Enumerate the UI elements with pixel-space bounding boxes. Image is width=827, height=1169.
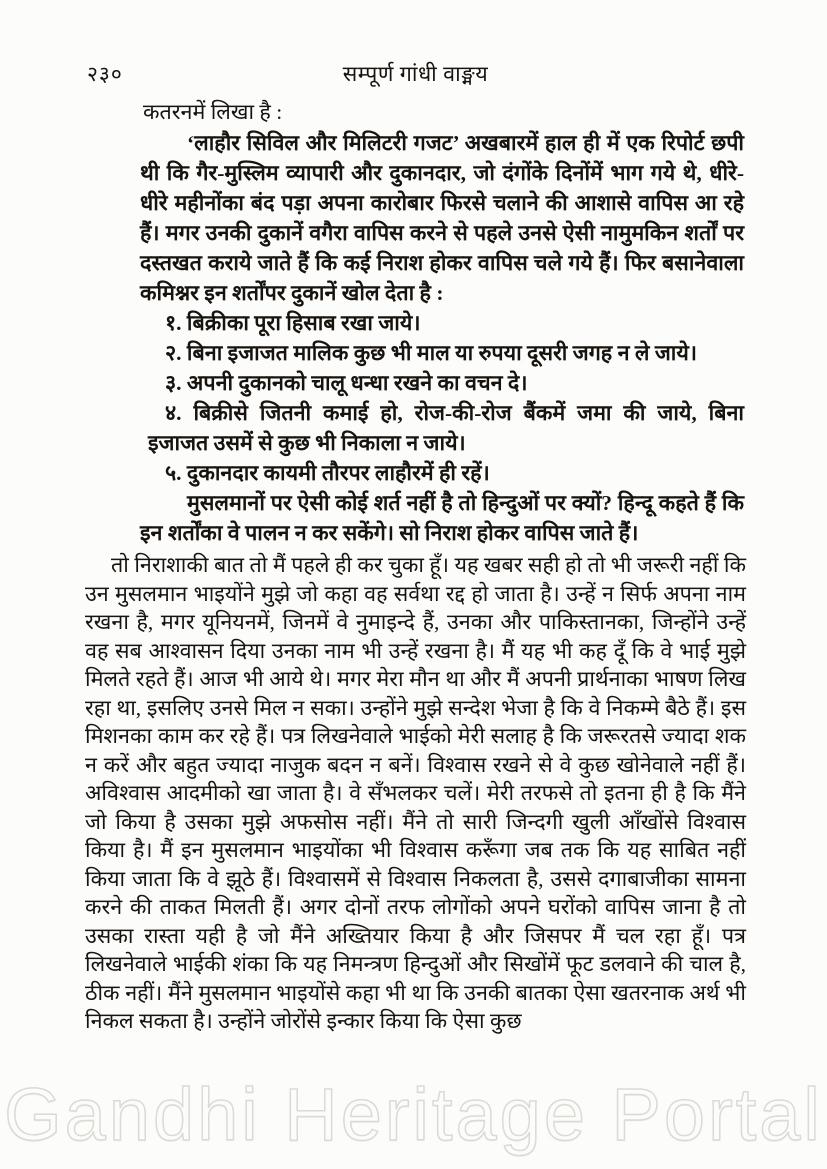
- page-title: सम्पूर्ण गांधी वाङ्मय: [342, 62, 489, 86]
- quote-item-4: ४. बिक्रीसे जितनी कमाई हो, रोज-की-रोज बैंकमें जमा की जाये, बिना इजाजत उसमें से कुछ भी निकाला न जाये।: [148, 401, 744, 455]
- quote-item-2: २. बिना इजाजत मालिक कुछ भी माल या रुपया दूसरी जगह न ले जाये।: [165, 341, 697, 365]
- quote-item-1: १. बिक्रीका पूरा हिसाब रखा जाये।: [165, 311, 421, 335]
- body-paragraph: तो निराशाकी बात तो मैं पहले ही कर चुका हूँ। यह खबर सही हो तो भी जरूरी नहीं कि उन मुसलमान भाइयोंने मुझे जो कहा वह सर्वथा रद्द हो जाता है। उन्हें न सिर्फ अपना नाम रखना है, मगर यूनियनमें, जिनमें वे नुमाइन्दे हैं, उनका और पाकिस्तानका, जिन्होंने उन्हें वह सब आश्वासन दिया उनका नाम भी उन्हें रखना है। मैं यह भी कह दूँ कि वे भाई मुझे मिलते रहते हैं। आज भी आये थे। मगर मेरा मौन था और मैं अपनी प्रार्थनाका भाषण लिख रहा था, इसलिए उनसे मिल न सका। उन्होंने मुझे सन्देश भेजा है कि वे निकम्मे बैठे हैं। इस मिशनका काम कर रहे हैं। पत्र लिखनेवाले भाईको मेरी सलाह है कि जरूरतसे ज्यादा शक न करें और बहुत ज्यादा नाजुक बदन न बनें। विश्वास रखने से वे कुछ खोनेवाले नहीं हैं। अविश्वास आदमीको खा जाता है। वे सँभलकर चलें। मेरी तरफसे तो इतना ही है कि मैंने जो किया है उसका मुझे अफसोस नहीं। मैंने तो सारी जिन्दगी खुली आँखोंसे विश्वास किया है। मैं इन मुसलमान भाइयोंका भी विश्वास करूँगा जब तक कि यह साबित नहीं किया जाता कि वे झूठे हैं। विश्वासमें से विश्वास निकलता है, उससे दगाबाजीका सामना करने की ताकत मिलती हैं। अगर दोनों तरफ लोगोंको अपने घरोंको वापिस जाना है तो उसका रास्ता यही है जो मैंने अख्तियार किया है और जिसपर मैं चल रहा हूँ। पत्र लिखनेवाले भाईकी शंका कि यह निमन्त्रण हिन्दुओं और सिखोंमें फूट डलवाने की चाल है, ठीक नहीं। मैंने मुसलमान भाइयोंसे कहा भी था कि उनकी बातका ऐसा खतरनाक अर्थ भी निकल सकता है। उन्होंने जोरोंसे इन्कार किया कि ऐसा कुछ: [85, 553, 746, 1033]
- watermark-text: Gandhi Heritage Portal: [4, 1073, 823, 1156]
- running-head: [85, 59, 746, 89]
- quote-paragraph-2: मुसलमानों पर ऐसी कोई शर्त नहीं है तो हिन्दुओं पर क्यों? हिन्दू कहते हैं कि इन शर्तोंका वे पालन न कर सकेंगे। सो निराश होकर वापिस जाते हैं।: [140, 491, 744, 545]
- quote-item-5: ५. दुकानदार कायमी तौरपर लाहौरमें ही रहें।: [165, 461, 490, 485]
- quote-item-3: ३. अपनी दुकानको चालू धन्धा रखने का वचन दे।: [165, 371, 528, 395]
- text-column: [85, 97, 746, 1036]
- page-number: २३०: [87, 62, 123, 86]
- quote-paragraph-1: ‘लाहौर सिविल और मिलिटरी गजट’ अखबारमें हाल ही में एक रिपोर्ट छपी थी कि गैर-मुस्लिम व्यापारी और दुकानदार, जो दंगोंके दिनोंमें भाग गये थे, धीरे-धीरे महीनोंका बंद पड़ा अपना कारोबार फिरसे चलाने की आशासे वापिस आ रहे हैं। मगर उनकी दुकानें वगैरा वापिस करने से पहले उनसे ऐसी नामुमकिन शर्तों पर दस्तखत कराये जाते हैं कि कई निराश होकर वापिस चले गये हैं। फिर बसानेवाला कमिश्नर इन शर्तोंपर दुकानें खोल देता है :: [140, 131, 744, 305]
- quoted-extract: [140, 128, 744, 548]
- intro-line: कतरनमें लिखा है :: [143, 100, 283, 124]
